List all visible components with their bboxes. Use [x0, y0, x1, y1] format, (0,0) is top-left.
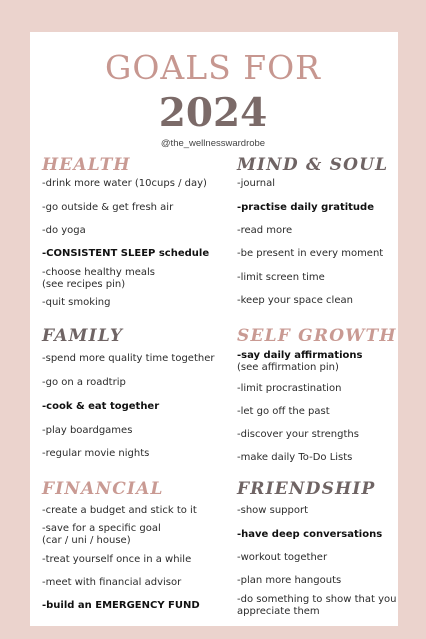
title-goals-for: GOALS FOR [104, 48, 322, 87]
mind-soul-item: -be present in every moment [237, 248, 384, 259]
financial-item: -treat yourself once in a while [42, 554, 192, 565]
mind-soul-item: -practise daily gratitude [237, 202, 374, 213]
health-item-note: (see recipes pin) [42, 279, 126, 290]
mind-soul-item: -read more [237, 225, 293, 236]
family-item: -spend more quality time together [42, 353, 215, 364]
self-growth-item: -limit procrastination [237, 383, 342, 394]
author-handle: @the_wellnesswardrobe [160, 138, 266, 149]
self-growth-item [237, 350, 362, 374]
friendship-item: -have deep conversations [237, 529, 383, 540]
financial-item-note: (car / uni / house) [42, 535, 131, 546]
self-growth-item-text: -say daily affirmations [237, 350, 363, 361]
mind-soul-heading: MIND & SOUL [237, 155, 389, 175]
financial-heading: FINANCIAL [42, 479, 164, 499]
mind-soul-item: -limit screen time [237, 272, 325, 283]
health-item: -CONSISTENT SLEEP schedule [42, 248, 210, 259]
self-growth-item: -make daily To-Do Lists [237, 452, 353, 463]
mind-soul-item: -keep your space clean [237, 295, 353, 306]
friendship-item: -show support [237, 505, 309, 516]
health-item-text: -choose healthy meals [42, 267, 155, 278]
health-item: -drink more water (10cups / day) [42, 178, 207, 189]
health-item: -go outside & get fresh air [42, 202, 174, 213]
health-item [42, 267, 155, 291]
family-item: -go on a roadtrip [42, 377, 126, 388]
mind-soul-item: -journal [237, 178, 276, 189]
friendship-heading: FRIENDSHIP [237, 479, 376, 499]
financial-item [42, 523, 161, 547]
friendship-item-text: -do something to show that you [237, 594, 397, 605]
health-heading: HEALTH [42, 155, 131, 175]
financial-item: -build an EMERGENCY FUND [42, 600, 200, 611]
self-growth-heading: SELF GROWTH [237, 326, 397, 346]
friendship-item: -plan more hangouts [237, 575, 342, 586]
health-item: -quit smoking [42, 297, 111, 308]
financial-item: -meet with financial advisor [42, 577, 182, 588]
financial-item-text: -save for a specific goal [42, 523, 161, 534]
family-item: -play boardgames [42, 425, 133, 436]
self-growth-item: -let go off the past [237, 406, 330, 417]
family-item: -cook & eat together [42, 401, 160, 412]
title-year: 2024 [158, 90, 268, 136]
self-growth-item-note: (see affirmation pin) [237, 362, 339, 373]
self-growth-item: -discover your strengths [237, 429, 359, 440]
health-item: -do yoga [42, 225, 86, 236]
friendship-item [237, 594, 396, 618]
friendship-item: -workout together [237, 552, 328, 563]
friendship-item-note: appreciate them [237, 606, 320, 617]
family-heading: FAMILY [42, 326, 124, 346]
family-item: -regular movie nights [42, 448, 150, 459]
financial-item: -create a budget and stick to it [42, 505, 197, 516]
